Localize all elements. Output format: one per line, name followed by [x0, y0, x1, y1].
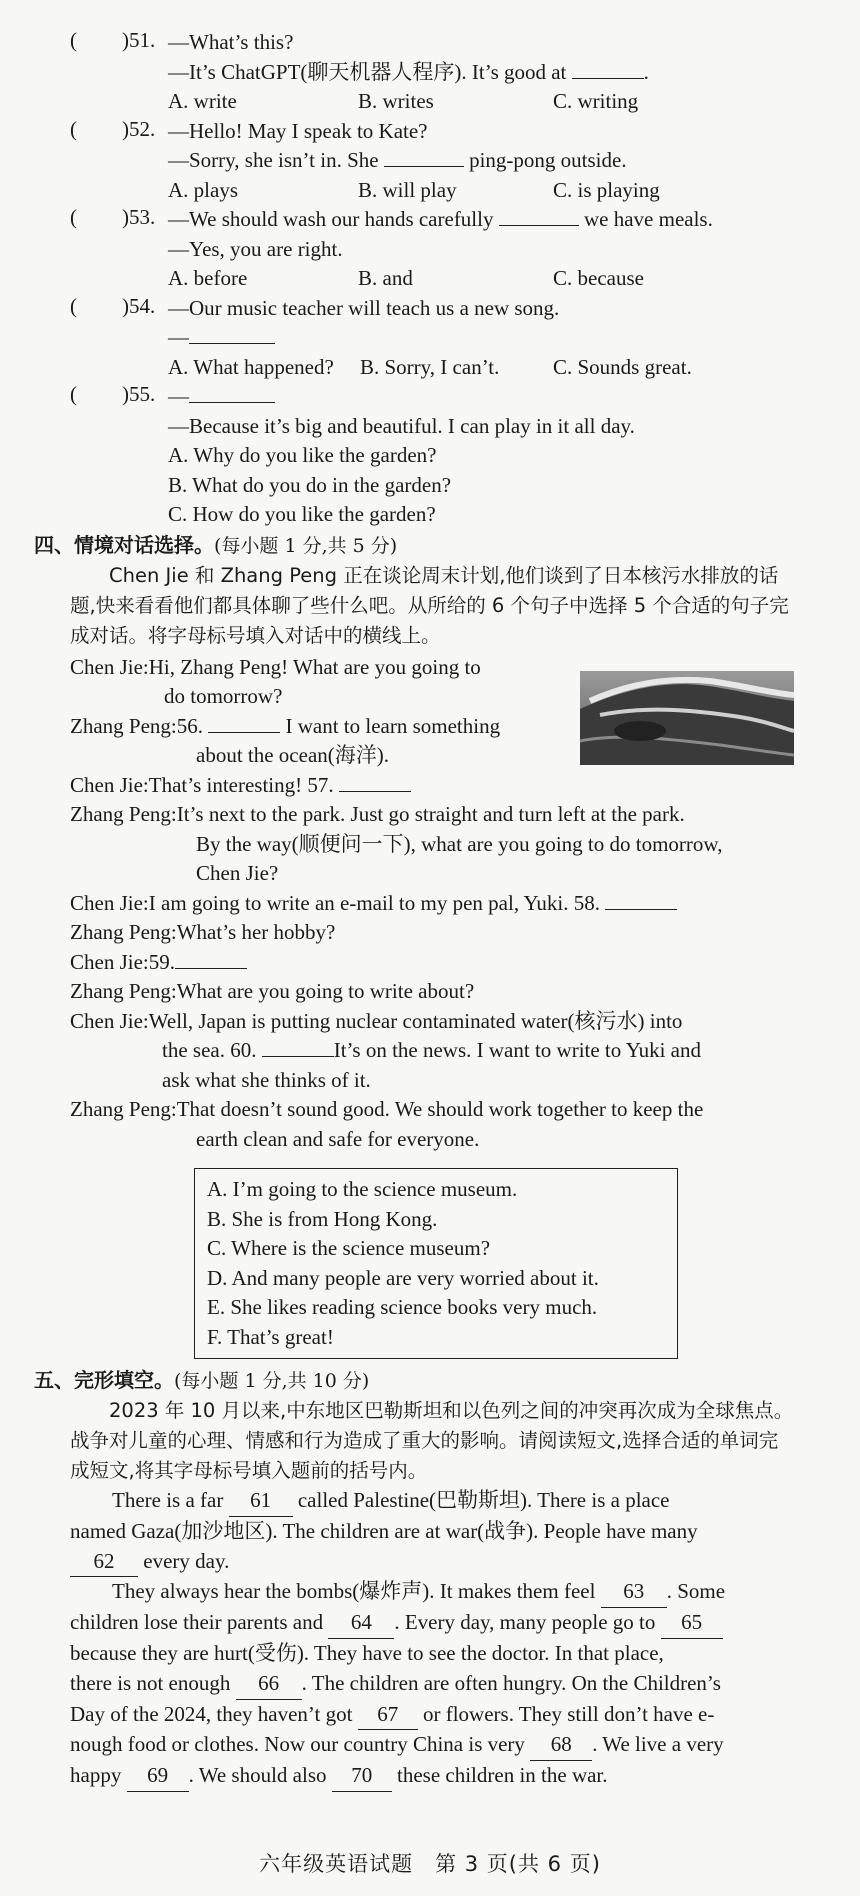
answer-blank[interactable] — [189, 323, 275, 344]
dialogue-line: ask what she thinks of it. — [162, 1067, 371, 1092]
section-heading: 五、完形填空。 — [34, 1368, 174, 1392]
speaker: Zhang Peng: — [70, 1097, 177, 1121]
question-51 — [70, 28, 794, 117]
options — [168, 353, 794, 383]
section-score-note: (每小题 1 分,共 5 分) — [214, 534, 398, 557]
answer-blank-58[interactable] — [605, 889, 677, 910]
dialogue-line: about the ocean(海洋). — [196, 743, 390, 767]
cloze-text: . We should also — [188, 1763, 327, 1788]
dialogue-line: Well, Japan is putting nuclear contaminated water(核污水) into — [148, 1008, 683, 1033]
dialogue-line: That’s interesting! 57. — [148, 772, 334, 797]
option-c[interactable]: C. How do you like the garden? — [168, 502, 436, 526]
choice-e: E. She likes reading science books very much. — [207, 1295, 598, 1319]
speaker: Chen Jie: — [70, 1008, 149, 1033]
cloze-text: They always hear the bombs(爆炸声). It makes them feel — [112, 1579, 596, 1604]
choice-d: D. And many people are very worried about it. — [207, 1265, 599, 1290]
answer-blank-59[interactable] — [175, 948, 247, 969]
page-footer: 六年级英语试题 第 3 页(共 6 页) — [259, 1852, 601, 1876]
speaker: Zhang Peng: — [70, 802, 177, 826]
cloze-gap-65[interactable]: 65 — [661, 1608, 723, 1639]
section-5-title — [34, 1365, 794, 1396]
question-line: —Our music teacher will teach us a new song. — [168, 295, 560, 320]
answer-paren[interactable]: ( — [70, 382, 77, 406]
cloze-text: because they are hurt(受伤). They have to see the doctor. In that place, — [70, 1640, 664, 1665]
dialogue-line: Hi, Zhang Peng! What are you going to — [148, 654, 481, 679]
question-line: — — [168, 325, 189, 349]
cloze-text: Day of the 2024, they haven’t got — [70, 1701, 353, 1726]
option-b[interactable]: B. and — [358, 266, 413, 290]
choice-c: C. Where is the science museum? — [207, 1236, 491, 1260]
cloze-text: there is not enough — [70, 1670, 231, 1695]
cloze-gap-70[interactable]: 70 — [332, 1761, 392, 1792]
options — [168, 87, 794, 117]
answer-paren[interactable]: ( — [70, 205, 77, 229]
cloze-text: called Palestine(巴勒斯坦). There is a place — [297, 1488, 670, 1512]
cloze-text: happy — [70, 1763, 122, 1788]
option-c[interactable]: C. is playing — [553, 177, 660, 202]
dialogue-line: It’s on the news. I want to write to Yuki and — [333, 1038, 701, 1062]
question-line: —Hello! May I speak to Kate? — [168, 118, 428, 143]
answer-paren[interactable]: ( — [70, 28, 77, 52]
question-line: —We should wash our hands carefully — [168, 207, 494, 231]
options — [168, 176, 794, 206]
question-line: —Because it’s big and beautiful. I can play in it all day. — [168, 413, 635, 438]
option-c[interactable]: C. because — [553, 266, 644, 290]
question-53 — [70, 205, 794, 294]
cloze-text: There is a far — [112, 1488, 224, 1512]
cloze-gap-64[interactable]: 64 — [328, 1608, 394, 1639]
cloze-text: . We live a very — [592, 1732, 724, 1757]
option-a[interactable]: A. Why do you like the garden? — [168, 443, 437, 467]
dialogue-line: do tomorrow? — [164, 684, 283, 708]
option-a[interactable]: A. plays — [168, 177, 238, 202]
option-b[interactable]: B. will play — [358, 177, 457, 202]
dialogue-line: earth clean and safe for everyone. — [196, 1126, 480, 1151]
option-c[interactable]: C. Sounds great. — [553, 354, 692, 379]
question-line: —It’s ChatGPT(聊天机器人程序). It’s good at — [168, 59, 567, 84]
section-heading: 四、情境对话选择。 — [34, 532, 214, 557]
question-line-end: we have meals. — [583, 207, 713, 231]
choice-b: B. She is from Hong Kong. — [207, 1206, 438, 1231]
cloze-text: . Some — [666, 1579, 726, 1604]
option-b[interactable]: B. Sorry, I can’t. — [360, 354, 500, 379]
option-b[interactable]: B. writes — [358, 89, 434, 113]
cloze-gap-63[interactable]: 63 — [601, 1577, 667, 1608]
speaker: Chen Jie: — [70, 949, 149, 974]
cloze-gap-67[interactable]: 67 — [358, 1700, 418, 1731]
cloze-text: every day. — [143, 1548, 230, 1573]
section-5-intro: 2023 年 10 月以来,中东地区巴勒斯坦和以色列之间的冲突再次成为全球焦点。战争对儿童的心理、情感和行为造成了重大的影响。请阅读短文,选择合适的单词完成短文,将其字母标号填入题前的括号内。 — [70, 1399, 794, 1482]
option-a[interactable]: A. before — [168, 266, 248, 290]
section-score-note: (每小题 1 分,共 10 分) — [174, 1370, 370, 1392]
answer-blank-56[interactable] — [208, 712, 280, 733]
option-a[interactable]: A. What happened? — [168, 354, 334, 379]
dialogue-line: What’s her hobby? — [176, 920, 336, 944]
dialogue-line: It’s next to the park. Just go straight and turn left at the park. — [176, 802, 685, 826]
speaker: Zhang Peng: — [70, 713, 177, 738]
question-55 — [70, 382, 794, 530]
answer-blank[interactable] — [384, 146, 464, 167]
question-line: —Yes, you are right. — [168, 236, 343, 261]
option-b[interactable]: B. What do you do in the garden? — [168, 472, 452, 497]
dialogue-line: What are you going to write about? — [176, 979, 475, 1003]
dialogue-line: I am going to write an e-mail to my pen pal, Yuki. 58. — [148, 890, 600, 915]
question-line-end: ping-pong outside. — [469, 148, 627, 172]
choice-a: A. I’m going to the science museum. — [207, 1177, 518, 1201]
speaker: Zhang Peng: — [70, 979, 177, 1003]
speaker: Zhang Peng: — [70, 920, 177, 944]
dialogue-line: That doesn’t sound good. We should work together to keep the — [176, 1097, 704, 1121]
dialogue-line: Chen Jie? — [196, 861, 279, 885]
section-4-intro: Chen Jie 和 Zhang Peng 正在谈论周末计划,他们谈到了日本核污水排放的话题,快来看看他们都具体聊了些什么吧。从所给的 6 个句子中选择 5 个合适的句子完成对话。将字母标号填入对话中的横线上。 — [70, 563, 789, 647]
speaker: Chen Jie: — [70, 890, 149, 915]
answer-paren[interactable]: ( — [70, 293, 77, 318]
cloze-passage — [70, 1486, 794, 1792]
cloze-gap-61[interactable]: 61 — [229, 1486, 293, 1517]
cloze-gap-69[interactable]: 69 — [127, 1761, 189, 1792]
blank-number: 56. — [176, 713, 203, 738]
answer-blank[interactable] — [499, 205, 579, 226]
question-52 — [70, 117, 794, 206]
question-line: —What’s this? — [168, 30, 294, 54]
answer-blank[interactable] — [189, 382, 275, 403]
question-number: )54. — [122, 293, 156, 318]
cloze-text: named Gaza(加沙地区). The children are at war(战争). People have many — [70, 1518, 698, 1543]
cloze-text: these children in the war. — [397, 1763, 608, 1788]
cloze-text: . Every day, many people go to — [394, 1610, 656, 1635]
ocean-photo — [580, 671, 794, 765]
question-number: )53. — [122, 205, 156, 229]
dialogue-line: By the way(顺便问一下), what are you going to do tomorrow, — [196, 831, 723, 856]
option-a[interactable]: A. write — [168, 89, 237, 113]
cloze-text: children lose their parents and — [70, 1610, 324, 1635]
answer-blank-60[interactable] — [262, 1036, 334, 1057]
choices-box — [194, 1168, 678, 1359]
cloze-gap-62[interactable]: 62 — [70, 1547, 138, 1578]
answer-paren[interactable]: ( — [70, 116, 77, 141]
choice-f: F. That’s great! — [207, 1324, 334, 1349]
question-number: )52. — [122, 116, 156, 141]
section-4-title — [34, 530, 794, 561]
punctuation: . — [643, 59, 649, 84]
question-54 — [70, 294, 794, 383]
speaker: Chen Jie: — [70, 654, 149, 679]
question-number: )55. — [122, 382, 156, 406]
dialogue-line: the sea. 60. — [162, 1038, 257, 1062]
options — [168, 264, 794, 294]
cloze-gap-68[interactable]: 68 — [530, 1730, 592, 1761]
question-line: — — [168, 384, 189, 408]
cloze-gap-66[interactable]: 66 — [236, 1669, 302, 1700]
question-number: )51. — [122, 28, 156, 52]
answer-blank-57[interactable] — [339, 771, 411, 792]
question-line: —Sorry, she isn’t in. She — [168, 148, 379, 172]
dialogue-line: I want to learn something — [285, 713, 501, 738]
dialogue-line: 59. — [148, 949, 175, 974]
cloze-text: nough food or clothes. Now our country China is very — [70, 1732, 525, 1757]
speaker: Chen Jie: — [70, 772, 149, 797]
cloze-text: . The children are often hungry. On the Children’s — [301, 1670, 721, 1695]
cloze-text: or flowers. They still don’t have e- — [422, 1701, 715, 1726]
option-c[interactable]: C. writing — [553, 89, 639, 113]
answer-blank[interactable] — [572, 58, 644, 79]
